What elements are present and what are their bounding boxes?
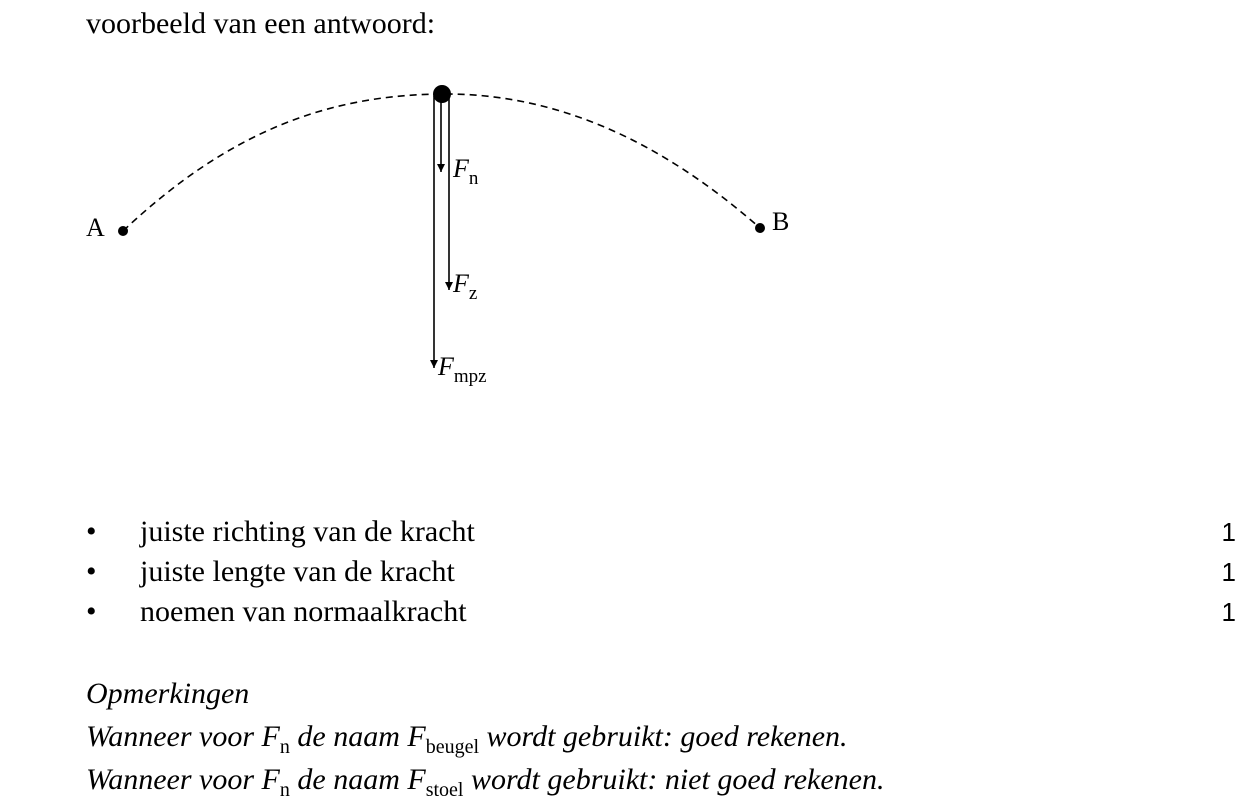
- criterion-item: [86, 592, 1236, 632]
- criterion-score: 1: [1221, 557, 1236, 587]
- point-a: [118, 226, 128, 236]
- criterion-text: juiste richting van de kracht: [140, 515, 475, 548]
- force-label-n: $F_n$: [453, 154, 479, 189]
- bullet: •: [86, 555, 97, 588]
- bullet: •: [86, 515, 97, 548]
- point-b-label: B: [772, 207, 790, 236]
- scoring-criteria-list: [86, 512, 1236, 632]
- criterion-item: [86, 552, 1236, 592]
- criterion-text: juiste lengte van de kracht: [140, 555, 455, 588]
- criterion-score: 1: [1221, 517, 1236, 547]
- intro-text: voorbeeld van een antwoord:: [86, 7, 436, 40]
- remark-line-2: Wanneer voor $F_n$ de naam $F_{stoel}$ wordt gebruikt: niet goed rekenen.: [86, 763, 885, 801]
- remarks-section: [86, 674, 884, 803]
- criterion-text: noemen van normaalkracht: [140, 595, 467, 628]
- point-a-label: A: [86, 213, 105, 242]
- criterion-item: [86, 512, 1236, 552]
- remarks-heading: Opmerkingen: [86, 677, 250, 710]
- force-label-z: $F_z$: [453, 269, 478, 304]
- top-point: [433, 85, 451, 103]
- criterion-score: 1: [1221, 597, 1236, 627]
- point-b: [755, 223, 765, 233]
- remark-line-1: Wanneer voor $F_n$ de naam $F_{beugel}$ wordt gebruikt: goed rekenen.: [86, 720, 848, 758]
- force-label-mpz: $F_{mpz}$: [438, 352, 487, 387]
- bullet: •: [86, 595, 97, 628]
